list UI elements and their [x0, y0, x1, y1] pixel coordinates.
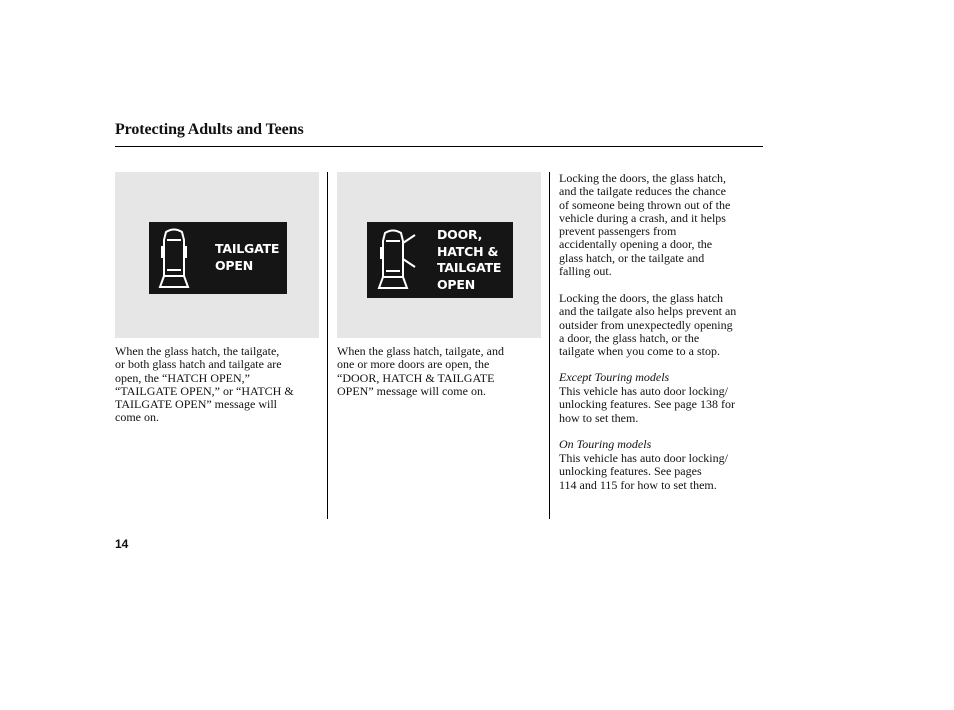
car-tailgate-open-icon [154, 226, 194, 290]
caption-left: When the glass hatch, the tailgate, or both glass hatch and tailgate are open, the “HATCH OPEN,” “TAILGATE OPEN,” or “HATCH & TAILGATE OPEN” message will come on. [115, 344, 294, 425]
caption-middle: When the glass hatch, tailgate, and one or more doors are open, the “DOOR, HATCH & TAILGATE OPEN” message will come on. [337, 344, 504, 398]
note-touring-label: On Touring models [559, 437, 652, 451]
page-number: 14 [115, 537, 129, 551]
note-touring-text: This vehicle has auto door locking/ unlocking features. See pages 114 and 115 for how to set them. [559, 451, 728, 492]
paragraph-locking-safety: Locking the doors, the glass hatch, and the tailgate reduces the chance of someone being thrown out of the vehicle during a crash, and it helps prevent passengers from accidentally opening a door, the glass hatch, or the tailgate and falling out. [559, 171, 731, 279]
paragraph-locking-outsider: Locking the doors, the glass hatch and the tailgate also helps prevent an outsider from unexpectedly opening a door, the glass hatch, or the tailgate when you come to a stop. [559, 291, 737, 359]
figure-door-hatch-tailgate-open [337, 172, 541, 338]
car-door-hatch-tailgate-open-icon [373, 227, 423, 293]
note-except-touring-text: This vehicle has auto door locking/ unlocking features. See page 138 for how to set them. [559, 384, 735, 425]
title-rule [115, 146, 763, 147]
display-panel [149, 222, 287, 294]
display-message: TAILGATE OPEN [215, 241, 280, 273]
page-title: Protecting Adults and Teens [115, 121, 304, 138]
note-except-touring-label: Except Touring models [559, 370, 670, 384]
display-message: DOOR, HATCH & TAILGATE OPEN [437, 227, 502, 292]
column-divider-left [327, 172, 328, 519]
display-panel [367, 222, 513, 298]
figure-tailgate-open [115, 172, 319, 338]
column-divider-right [549, 172, 550, 519]
